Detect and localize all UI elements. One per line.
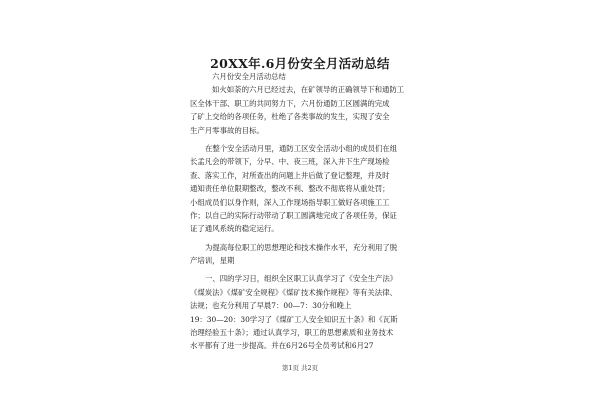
paragraph-line: 长孟凡会的带领下，分早、中、夜三班，深入井下生产现场检 (190, 157, 390, 167)
paragraph-line: 法规；也充分利用了早晨7：00—7：30分和晚上 (190, 301, 352, 311)
paragraph-line: 19：30—20：30学习了《煤矿工人安全知识五十条》和《瓦斯 (190, 314, 398, 324)
page-number-footer: 第1页 共2页 (281, 364, 319, 372)
paragraph-line: 区全体干部、职工的共同努力下，六月份通防工区圆满的完成 (190, 98, 390, 108)
paragraph-line: 治理经验五十条》；通过认真学习，职工的思想素质和业务技术 (190, 328, 394, 338)
document-subtitle: 六月份安全月活动总结 (212, 72, 286, 81)
paragraph-line: 《煤炭法》《煤矿安全规程》《煤矿技术操作规程》等有关法律、 (190, 287, 397, 297)
document-title: 20XX年.6月份安全月活动总结 (210, 56, 390, 71)
paragraph-line: 水平都有了进一步提高。并在6月26号全员考试和6月27 (190, 341, 374, 351)
paragraph-line: 产培训，星期 (190, 256, 235, 266)
paragraph-line: 为提高每位职工的思想理论和技术操作水平，充分利用了脱 (205, 242, 398, 252)
paragraph-line: 了矿上交给的各项任务，杜绝了各类事故的发生，实现了安全 (190, 112, 390, 122)
paragraph-line: 小组成员们以身作则，深入工作现场指导职工做好各项施工工 (190, 197, 390, 207)
paragraph-line: 生产月零事故的目标。 (190, 125, 264, 135)
paragraph-line: 在整个安全活动月里，通防工区安全活动小组的成员们在组 (205, 143, 398, 153)
paragraph-line: 一、四的学习日，组织全区职工认真学习了《安全生产法》 (205, 274, 398, 284)
paragraph-line: 证了通风系统的稳定运行。 (190, 224, 279, 234)
paragraph-line: 作；以自己的实际行动带动了职工圆满地完成了各项任务，保证 (190, 210, 397, 220)
paragraph-line: 如火如荼的六月已经过去，在矿领导的正确领导下和通防工 (212, 85, 405, 95)
paragraph-line: 通知责任单位限期整改，整改不利、整改不彻底将从重处罚； (190, 184, 390, 194)
paragraph-line: 查、落实工作，对所查出的问题上井后做了登记整理，并及时 (190, 170, 390, 180)
document-body (190, 70, 430, 353)
